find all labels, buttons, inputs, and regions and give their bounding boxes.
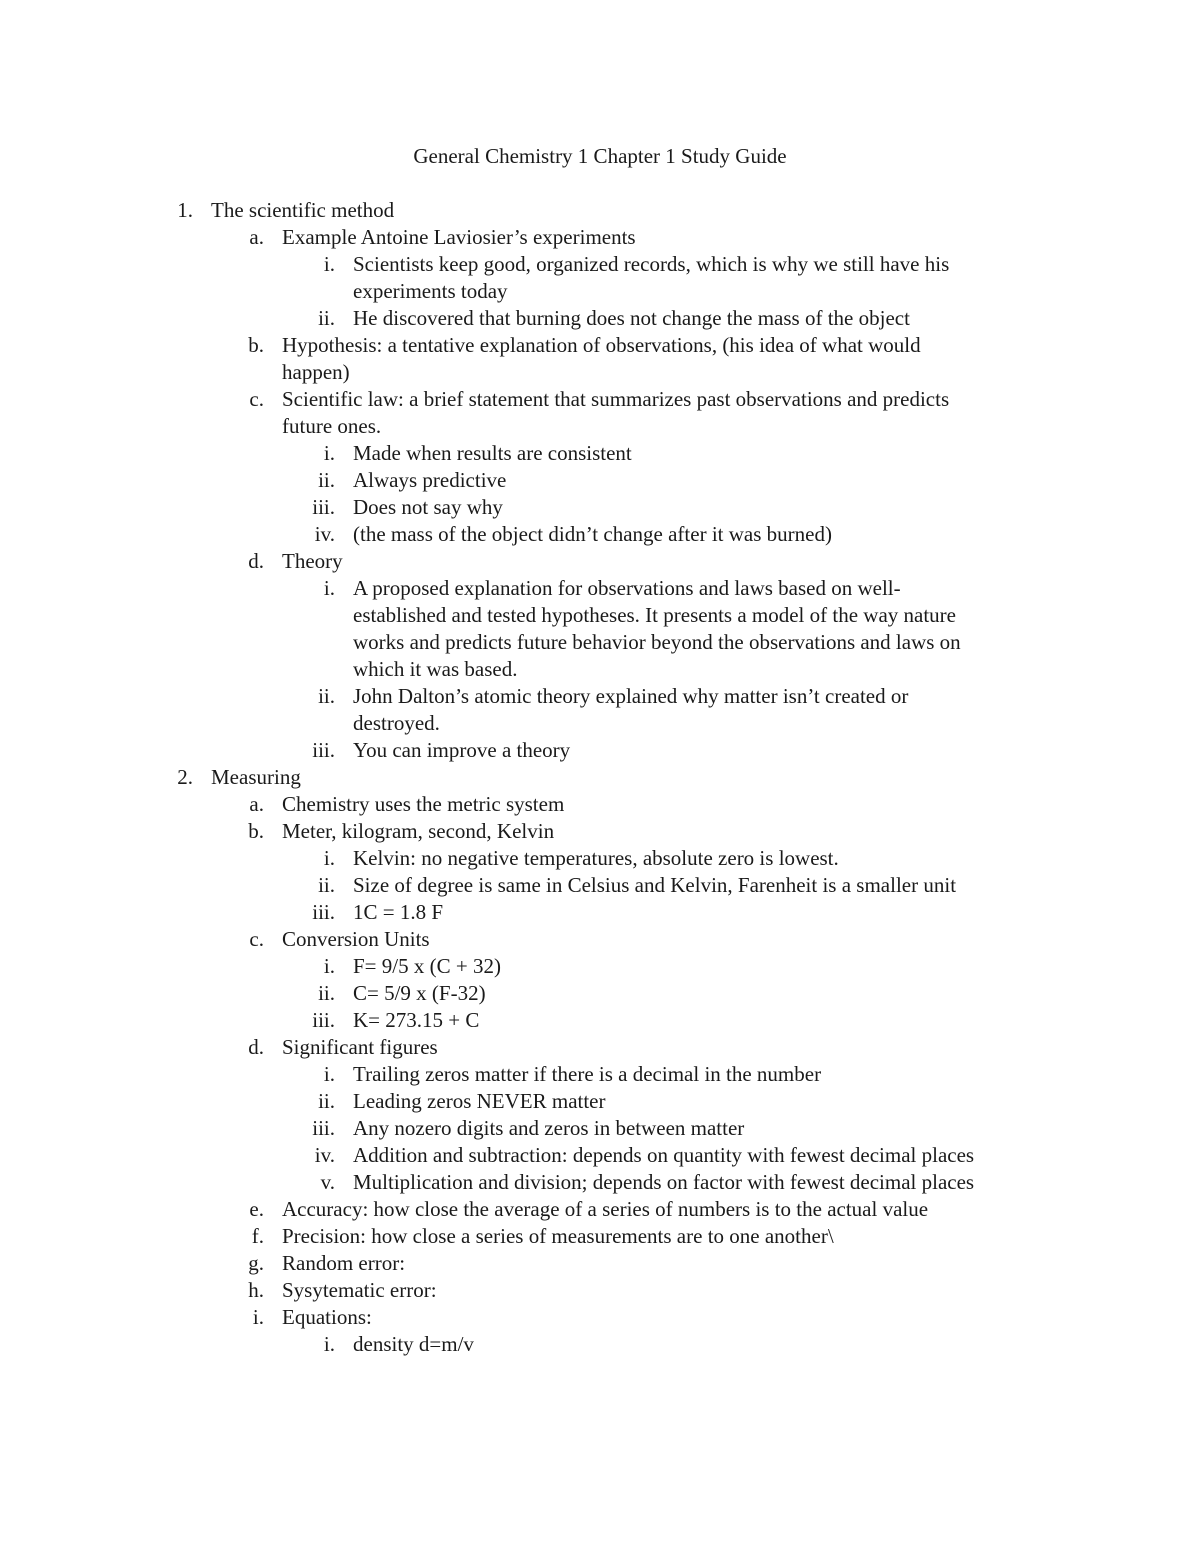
outline-item-line	[0, 1142, 1200, 1169]
outline-item-line	[0, 1196, 1200, 1223]
outline-item-marker: iii.	[312, 1008, 335, 1032]
outline-item-marker: iii.	[312, 738, 335, 762]
outline-item-text: Hypothesis: a tentative explanation of observations, (his idea of what would	[282, 333, 921, 357]
outline-item-text: future ones.	[282, 414, 382, 438]
outline-item-text: You can improve a theory	[353, 738, 571, 762]
outline-item-text: Theory	[282, 549, 343, 573]
outline-item-text: experiments today	[353, 279, 508, 303]
outline-item-text: Scientists keep good, organized records, which is why we still have his	[353, 252, 950, 276]
outline-item-text: Leading zeros NEVER matter	[353, 1089, 606, 1113]
outline-item-text: Conversion Units	[282, 927, 430, 951]
outline-item-line	[0, 872, 1200, 899]
outline-item-text: He discovered that burning does not change the mass of the object	[353, 306, 910, 330]
outline-item-text: established and tested hypotheses. It presents a model of the way nature	[353, 603, 956, 627]
outline-item-line	[0, 1250, 1200, 1277]
outline-item-line	[0, 575, 1200, 602]
outline-item-marker: ii.	[318, 684, 335, 708]
outline-item-text: K= 273.15 + C	[353, 1008, 480, 1032]
outline-item-text: which it was based.	[353, 657, 518, 681]
outline-item-marker: iv.	[314, 522, 335, 546]
outline-item-text: A proposed explanation for observations and laws based on well-	[353, 576, 901, 600]
outline-item-marker: iii.	[312, 1116, 335, 1140]
outline-item-line	[0, 683, 1200, 710]
outline-item-text: Any nozero digits and zeros in between matter	[353, 1116, 745, 1140]
outline-item-marker: h.	[248, 1278, 264, 1302]
outline-item-line	[0, 1034, 1200, 1061]
outline-item-text: Scientific law: a brief statement that summarizes past observations and predicts	[282, 387, 950, 411]
outline-item-line	[0, 197, 1200, 224]
outline-item-text: Made when results are consistent	[353, 441, 632, 465]
outline-item-marker: b.	[248, 333, 264, 357]
outline-item-marker: i.	[323, 252, 335, 276]
page-title: General Chemistry 1 Chapter 1 Study Guide	[413, 144, 787, 168]
outline-item-marker: ii.	[318, 981, 335, 1005]
outline-item-line	[0, 440, 1200, 467]
outline-item-marker: v.	[320, 1170, 335, 1194]
outline-item-marker: i.	[323, 1062, 335, 1086]
outline-item-line	[0, 521, 1200, 548]
outline-item-marker: i.	[323, 576, 335, 600]
outline-item-line	[0, 1277, 1200, 1304]
outline-item-marker: ii.	[318, 468, 335, 492]
outline-item-line	[0, 1088, 1200, 1115]
outline-item-marker: iv.	[314, 1143, 335, 1167]
outline-item-marker: i.	[323, 1332, 335, 1356]
outline-item-text: Precision: how close a series of measurements are to one another\	[282, 1224, 834, 1248]
outline-item-marker: ii.	[318, 873, 335, 897]
outline-item-text: density d=m/v	[353, 1332, 474, 1356]
outline-list	[0, 197, 1200, 1358]
outline-item-line	[0, 332, 1200, 359]
outline-item-text: destroyed.	[353, 711, 440, 735]
outline-item-text: Addition and subtraction: depends on quantity with fewest decimal places	[353, 1143, 975, 1167]
outline-item-marker: i.	[323, 954, 335, 978]
outline-item-line	[0, 737, 1200, 764]
outline-item-text: Accuracy: how close the average of a series of numbers is to the actual value	[282, 1197, 929, 1221]
outline-item-marker: ii.	[318, 1089, 335, 1113]
outline-item-text: Trailing zeros matter if there is a decimal in the number	[353, 1062, 822, 1086]
outline-item-line	[0, 494, 1200, 521]
outline-item-line	[0, 413, 1200, 440]
outline-item-line	[0, 791, 1200, 818]
outline-item-text: Equations:	[282, 1305, 372, 1329]
outline-item-line	[0, 926, 1200, 953]
outline-item-text: The scientific method	[211, 198, 395, 222]
outline-item-line	[0, 953, 1200, 980]
outline-item-line	[0, 467, 1200, 494]
outline-item-line	[0, 1304, 1200, 1331]
outline-item-text: Always predictive	[353, 468, 507, 492]
outline-item-text: Multiplication and division; depends on factor with fewest decimal places	[353, 1170, 975, 1194]
outline-item-text: John Dalton’s atomic theory explained why matter isn’t created or	[353, 684, 909, 708]
outline-item-marker: d.	[248, 549, 264, 573]
outline-item-text: Meter, kilogram, second, Kelvin	[282, 819, 555, 843]
outline-item-line	[0, 278, 1200, 305]
outline-item-marker: e.	[249, 1197, 264, 1221]
outline-item-marker: 1.	[177, 198, 193, 222]
outline-item-line	[0, 1169, 1200, 1196]
outline-item-line	[0, 305, 1200, 332]
outline-item-line	[0, 251, 1200, 278]
outline-item-marker: i.	[323, 846, 335, 870]
outline-item-marker: iii.	[312, 900, 335, 924]
outline-item-marker: ii.	[318, 306, 335, 330]
outline-item-text: (the mass of the object didn’t change after it was burned)	[353, 522, 832, 546]
outline-item-text: C= 5/9 x (F-32)	[353, 981, 486, 1005]
outline-item-line	[0, 548, 1200, 575]
outline-item-line	[0, 1331, 1200, 1358]
outline-item-marker: c.	[249, 927, 264, 951]
outline-item-marker: d.	[248, 1035, 264, 1059]
outline-item-marker: f.	[251, 1224, 264, 1248]
outline-item-line	[0, 386, 1200, 413]
outline-item-text: Size of degree is same in Celsius and Kelvin, Farenheit is a smaller unit	[353, 873, 957, 897]
outline-item-line	[0, 1115, 1200, 1142]
outline-item-marker: a.	[249, 225, 264, 249]
outline-item-marker: a.	[249, 792, 264, 816]
outline-item-text: Chemistry uses the metric system	[282, 792, 565, 816]
outline-item-marker: g.	[248, 1251, 264, 1275]
outline-item-text: happen)	[282, 360, 350, 384]
outline-item-marker: b.	[248, 819, 264, 843]
outline-item-text: works and predicts future behavior beyond the observations and laws on	[353, 630, 961, 654]
outline-item-line	[0, 1061, 1200, 1088]
outline-item-text: Sysytematic error:	[282, 1278, 437, 1302]
outline-item-line	[0, 764, 1200, 791]
outline-item-text: Measuring	[211, 765, 301, 789]
outline-item-text: Example Antoine Laviosier’s experiments	[282, 225, 636, 249]
outline-item-line	[0, 845, 1200, 872]
outline-item-marker: i.	[323, 441, 335, 465]
outline-item-text: Random error:	[282, 1251, 406, 1275]
outline-item-text: Does not say why	[353, 495, 503, 519]
outline-item-marker: 2.	[177, 765, 193, 789]
outline-item-marker: i.	[252, 1305, 264, 1329]
outline-item-text: 1C = 1.8 F	[353, 900, 444, 924]
outline-item-text: Significant figures	[282, 1035, 438, 1059]
outline-item-line	[0, 602, 1200, 629]
outline-item-line	[0, 629, 1200, 656]
outline-item-marker: iii.	[312, 495, 335, 519]
outline-item-line	[0, 899, 1200, 926]
outline-item-marker: c.	[249, 387, 264, 411]
outline-item-line	[0, 224, 1200, 251]
outline-item-line	[0, 656, 1200, 683]
outline-item-line	[0, 1007, 1200, 1034]
outline-item-text: F= 9/5 x (C + 32)	[353, 954, 501, 978]
outline-item-text: Kelvin: no negative temperatures, absolute zero is lowest.	[353, 846, 839, 870]
outline-item-line	[0, 710, 1200, 737]
outline-item-line	[0, 980, 1200, 1007]
outline-item-line	[0, 1223, 1200, 1250]
outline-item-line	[0, 359, 1200, 386]
outline-item-line	[0, 818, 1200, 845]
